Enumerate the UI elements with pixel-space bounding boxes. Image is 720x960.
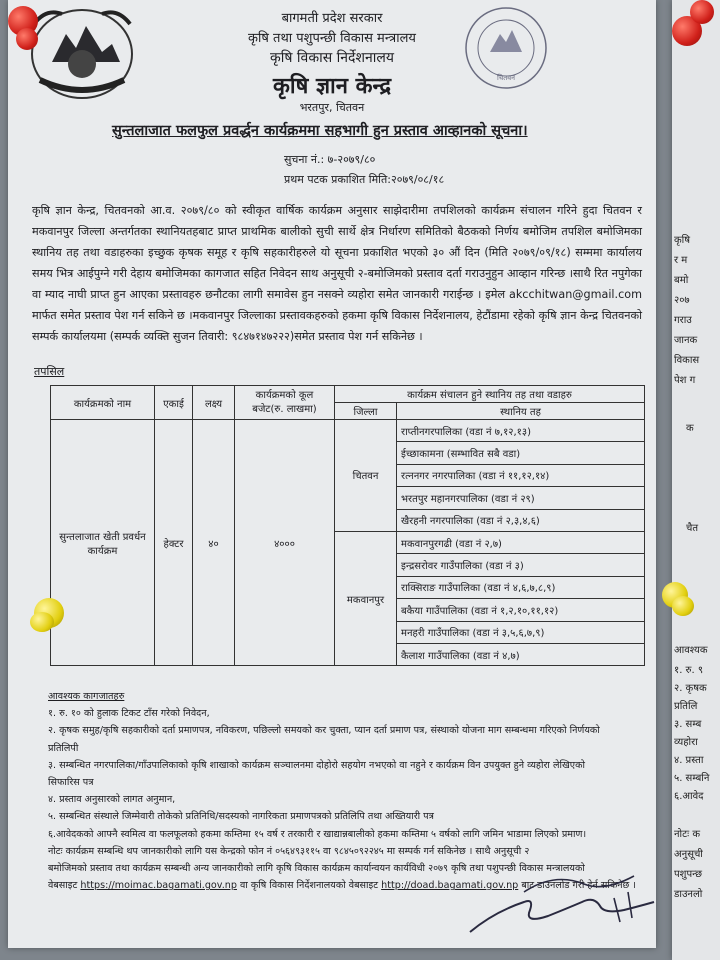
local-level-cell: राक्सिराङ गाउँपालिका (वडा नं ४,६,७,८,९) xyxy=(397,576,645,598)
document-item: १. रु. १० को हुलाक टिकट टाँस गरेको निवेदन, xyxy=(48,708,210,720)
document-item: ५. सम्बन्धित संस्थाले जिम्मेवारी तोकेको प्रतिनिधि/सदस्यको नागरिकता प्रमाणपत्रको प्रतिलिपि तथा अख्तियारी पत्र xyxy=(48,811,434,823)
local-level-cell: ईच्छाकामना (सम्भावित सबै वडा) xyxy=(397,442,645,464)
notice-title: सुन्तलाजात फलफुल प्रवर्द्धन कार्यक्रममा सहभागी हुन प्रस्ताव आव्हानको सूचना। xyxy=(112,123,528,139)
document-item: ३. सम्बन्धित नगरपालिका/गाँउपालिकाको कृषि शाखाको कार्यक्रम सञ्चालनमा दोहोरो सहयोग नभएको वा नहुने र कार्यक्रम विन उपयुक्त हुने व्यहोरा लेखिएको xyxy=(48,759,585,771)
government-line: बागमती प्रदेश सरकार xyxy=(281,11,383,26)
header-locations: कार्यक्रम संचालन हुने स्थानिय तह तथा वडाहरु xyxy=(335,386,645,403)
partial-text: ४. प्रस्ता xyxy=(674,755,704,766)
documents-heading: आवश्यक कागजातहरु xyxy=(48,691,125,702)
partial-text: नोटः क xyxy=(674,829,701,840)
svg-text:चितवन: चितवन xyxy=(496,74,516,82)
notice-sheet xyxy=(8,0,656,948)
partial-text: २. कृषक xyxy=(674,683,707,694)
header-district: जिल्ला xyxy=(335,403,397,420)
body-paragraph: कृषि ज्ञान केन्द्र, चितवनको आ.व. २०७९/८० को स्वीकृत वार्षिक कार्यक्रम अनुसार साझेदारीमा तपशिलको कार्यक्रम संचालन गरिने हुदा चितवन र मकवानपुर जिल्ला अन्तर्गतका स्थानियतहबाट प्राप्त प्राथमिक बालीको सुची सार्थे क्षेत्र निर्धारण समितिको बैठकको निर्णय बमोजिम तपशिल बमोजिमका स्थानिय तह तथा वडाहरुका इच्छुक कृषक समूह र कृषि सहकारीहरुले यो सूचना प्रकाशित भएको ३० औं दिन (मिति २०७९/०९/१८) सम्ममा कार्यालय समय भित्र आईपुग्ने गरी देहाय बमोजिमका कागजात सहित निवेदन साथ अनुसूची २-बमोजिमको प्रस्ताव दर्ता गराउनुहुन आव्हान गरिन्छ ।साथै रित नपुगेका वा म्याद नाघी प्राप्त हुन आएका प्रस्तावहरु छनौटका लागी समावेस हुन नसक्ने व्यहोरा समेत जानकारी गराईन्छ । इमेल akcchitwan@gmail.com मार्फत समेत प्रस्ताव पेश गर्न सकिने छ ।मकवानपुर जिल्लाका प्रस्तावकहरुको हकमा कृषि विकास निर्देशनालय, हेटौंडामा रहेको कृषि ज्ञान केन्द्र चितवनको सम्पर्क कार्यालयमा (सम्पर्क व्यक्ति सुजन तिवारी: ९८४७१४७२२२)समेत प्रस्ताव पेश गर्न सकिनेछ । xyxy=(32,204,642,343)
handwritten-signature xyxy=(464,862,656,942)
directorate-line: कृषि विकास निर्देशनालय xyxy=(270,50,394,66)
local-level-cell: मनहरी गाउँपालिका (वडा नं ३,५,६,७,९) xyxy=(397,621,645,643)
office-name: कृषि ज्ञान केन्द्र xyxy=(272,74,391,99)
header-unit: एकाई xyxy=(155,386,193,420)
program-table xyxy=(50,385,645,666)
partial-text: चैत xyxy=(686,523,699,534)
website-mid: वा कृषि विकास निर्देशनालयको वेबसाइट xyxy=(236,880,382,892)
local-level-cell: भरतपुर महानगरपालिका (वडा नं २९) xyxy=(397,487,645,509)
document-item: सिफारिस पत्र xyxy=(48,777,94,789)
local-level-cell: मकवानपुरगढी (वडा नं २,७) xyxy=(397,531,645,553)
header-program-name: कार्यक्रमको नाम xyxy=(51,386,155,420)
partial-text: गराउ xyxy=(674,315,692,326)
red-push-pin xyxy=(690,0,714,24)
local-level-cell: राप्तीनगरपालिका (वडा नं ७,१२,१३) xyxy=(397,420,645,442)
partial-text: कृषि xyxy=(674,235,691,246)
local-level-cell: बकैया गाउँपालिका (वडा नं १,२,१०,११,१२) xyxy=(397,599,645,621)
unit-cell: हेक्टर xyxy=(155,420,193,666)
office-location: भरतपुर, चितवन xyxy=(299,101,365,114)
partial-text: जानक xyxy=(674,335,698,346)
directorate-website-link[interactable]: http://doad.bagamati.gov.np xyxy=(381,880,519,892)
local-level-cell: कैलाश गाउँपालिका (वडा नं ४,७) xyxy=(397,643,645,665)
document-item: प्रतिलिपी xyxy=(48,742,79,754)
red-push-pin xyxy=(16,28,38,50)
partial-text: पेश ग xyxy=(674,375,696,386)
website-prefix: वेबसाइट xyxy=(48,880,81,892)
district-makwanpur: मकवानपुर xyxy=(335,531,397,665)
program-name-cell: सुन्तलाजात खेती प्रवर्धन कार्यक्रम xyxy=(51,420,155,666)
partial-text: ३. सम्ब xyxy=(674,719,702,730)
partial-text: २०७ xyxy=(674,295,690,306)
local-level-cell: खैरहनी नगरपालिका (वडा नं २,३,४,६) xyxy=(397,509,645,531)
partial-text: ६.आवेद xyxy=(674,791,704,802)
partial-text: विकास xyxy=(674,355,700,366)
notice-number: सुचना नं.: ७-२०७९/८० xyxy=(284,153,376,166)
partial-text: आवश्यक xyxy=(674,645,708,656)
district-chitwan: चितवन xyxy=(335,420,397,532)
partial-text: बमो xyxy=(674,275,689,286)
local-level-cell: इन्द्रसरोवर गाउँपालिका (वडा नं ३) xyxy=(397,554,645,576)
schedule-label: तपसिल xyxy=(34,365,65,378)
yellow-push-pin xyxy=(30,612,54,632)
header-local-level: स्थानिय तह xyxy=(397,403,645,420)
partial-text: १. रु. ९ xyxy=(674,665,704,676)
ministry-website-link[interactable]: https://moimac.bagamati.gov.np xyxy=(80,880,237,892)
header-target: लक्ष्य xyxy=(193,386,235,420)
document-item: २. कृषक समुह/कृषि सहकारीको दर्ता प्रमाणपत्र, नविकरण, पछिल्लो समयको कर चुक्ता, प्यान दर्ता प्रमाण पत्र, संस्थाको योजना माग सम्बन्धमा गरिएको निर्णयको xyxy=(48,725,600,737)
note-line: बमोजिमको प्रस्ताव तथा कार्यक्रम सम्बन्धी अन्य जानकारीको लागि कृषि विकास कार्यक्रम कार्यान्वयन कार्यविधी २०७९ कृषि तथा पशुपन्छी विकास मन्त्रालयको xyxy=(48,863,585,875)
website-suffix: बाट डाउनलोड गरी हेर्न सकिनेछ । xyxy=(518,880,636,892)
partial-text: प्रतिलि xyxy=(674,701,698,712)
header-budget: कार्यक्रमको कूल बजेट(रु. लाखमा) xyxy=(235,386,335,420)
partial-text: पशुपन्छ xyxy=(674,869,703,880)
notice-body xyxy=(32,200,642,347)
second-notice-sheet xyxy=(672,0,720,960)
local-level-cell: रत्ननगर नगरपालिका (वडा नं ११,१२,१४) xyxy=(397,464,645,486)
partial-text: व्यहोरा xyxy=(674,737,698,748)
partial-text: ५. सम्बनि xyxy=(674,773,710,784)
partial-text: क xyxy=(686,423,694,434)
document-item: ६.आवेदकको आफ्नै स्वमित्व वा फलफूलको हकमा कम्तिमा १५ वर्ष र तरकारी र खाद्यान्नबालीको हकमा कम्तिमा ५ वर्षको लागि जमिन भाडामा लिएको प्रमाण। xyxy=(48,828,587,840)
ministry-line: कृषि तथा पशुपन्छी विकास मन्त्रालय xyxy=(248,31,416,46)
publication-date: प्रथम पटक प्रकाशित मिति:२०७९/०८/१८ xyxy=(284,173,445,186)
budget-cell: ४००० xyxy=(235,420,335,666)
target-cell: ४० xyxy=(193,420,235,666)
partial-text: र म xyxy=(674,255,688,266)
note-line: नोटः कार्यक्रम सम्बन्धि थप जानकारीको लागि यस केन्द्रको फोन नं ०५६४९३११५ वा ९८४५०९२२४५ मा सम्पर्क गर्न सकिनेछ । साथै अनुसूची २ xyxy=(48,845,530,857)
document-item: ४. प्रस्ताव अनुसारको लागत अनुमान, xyxy=(48,794,176,806)
partial-text: डाउनलो xyxy=(674,889,703,900)
partial-text: अनुसूची xyxy=(674,849,703,860)
yellow-push-pin xyxy=(672,596,694,616)
